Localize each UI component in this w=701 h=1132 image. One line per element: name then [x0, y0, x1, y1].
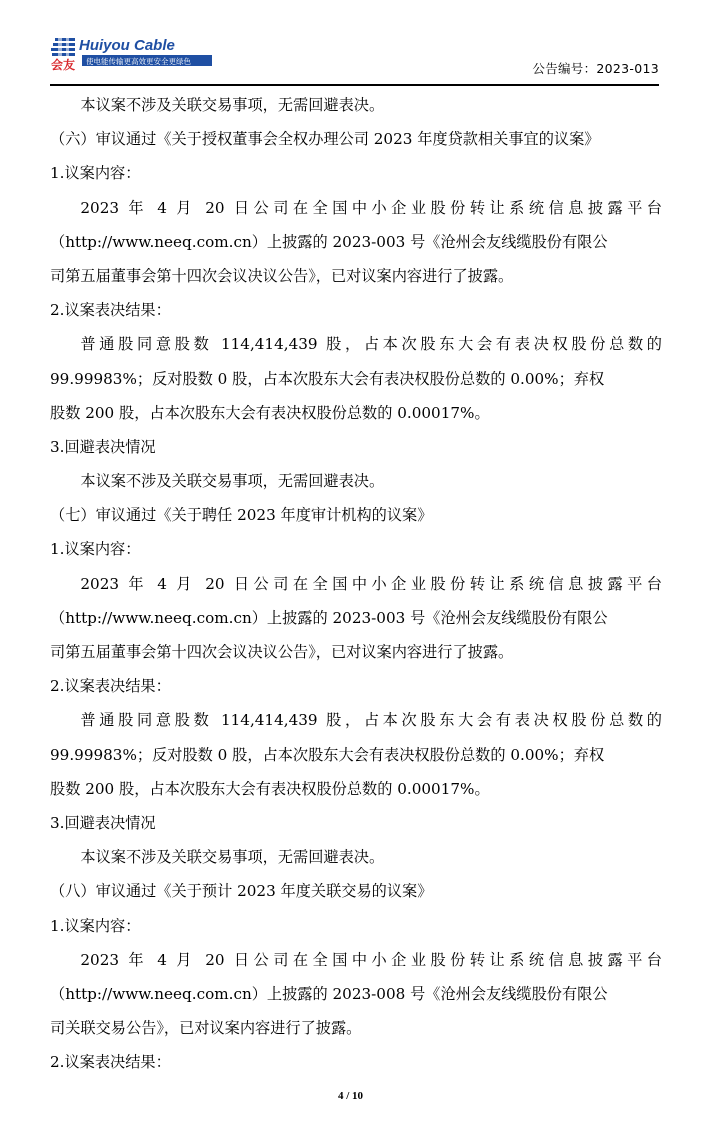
company-logo — [50, 36, 215, 72]
logo-mark-icon — [51, 38, 75, 56]
document-line: （http://www.neeq.com.cn）上披露的 2023-003 号《沧州会友线缆股份有限公 — [50, 232, 608, 251]
header-divider — [50, 84, 659, 86]
document-line: 股数 200 股，占本次股东大会有表决权股份总数的 0.00017%。 — [50, 403, 490, 422]
notice-number: 公告编号：2023-013 — [532, 61, 659, 76]
document-line: 99.99983%；反对股数 0 股，占本次股东大会有表决权股份总数的 0.00%；弃权 — [50, 745, 605, 764]
document-line: 1.议案内容： — [50, 540, 141, 559]
document-line: 2023 年 4 月 20 日公司在全国中小企业股份转让系统信息披露平台 — [80, 950, 662, 969]
document-line: 2.议案表决结果： — [50, 301, 171, 320]
document-line: （八）审议通过《关于预计 2023 年度关联交易的议案》 — [50, 882, 433, 901]
document-line: 2.议案表决结果： — [50, 677, 171, 696]
document-line: 本议案不涉及关联交易事项，无需回避表决。 — [80, 848, 385, 867]
document-line: 司第五届董事会第十四次会议决议公告》，已对议案内容进行了披露。 — [50, 643, 514, 661]
document-line: 2.议案表决结果： — [50, 1053, 171, 1072]
document-line: （六）审议通过《关于授权董事会全权办理公司 2023 年度贷款相关事宜的议案》 — [50, 130, 600, 149]
document-line: （七）审议通过《关于聘任 2023 年度审计机构的议案》 — [50, 506, 433, 525]
document-body — [50, 88, 662, 1079]
page-header — [0, 0, 701, 86]
document-line: 3.回避表决情况 — [50, 437, 156, 456]
document-line: 2023 年 4 月 20 日公司在全国中小企业股份转让系统信息披露平台 — [80, 198, 662, 217]
document-line: 本议案不涉及关联交易事项，无需回避表决。 — [80, 96, 385, 114]
document-line: 1.议案内容： — [50, 164, 141, 183]
document-line: （http://www.neeq.com.cn）上披露的 2023-003 号《沧州会友线缆股份有限公 — [50, 608, 608, 627]
document-line: 司关联交易公告》，已对议案内容进行了披露。 — [50, 1019, 362, 1038]
document-line: 本议案不涉及关联交易事项，无需回避表决。 — [80, 472, 385, 491]
document-line: 司第五届董事会第十四次会议决议公告》，已对议案内容进行了披露。 — [50, 266, 514, 285]
page-indicator: 4 / 10 — [337, 1090, 364, 1102]
document-line: 99.99983%；反对股数 0 股，占本次股东大会有表决权股份总数的 0.00%；弃权 — [50, 369, 605, 388]
logo-brand-text: Huiyou Cable — [79, 37, 175, 54]
document-line: 3.回避表决情况 — [50, 813, 156, 832]
document-line: 普通股同意股数 114,414,439 股，占本次股东大会有表决权股份总数的 — [80, 711, 662, 730]
document-line: 股数 200 股，占本次股东大会有表决权股份总数的 0.00017%。 — [50, 779, 490, 798]
logo-slogan-text: 使电能传输更高效更安全更绿色 — [86, 57, 191, 66]
document-line: 1.议案内容： — [50, 916, 141, 935]
document-line: 普通股同意股数 114,414,439 股，占本次股东大会有表决权股份总数的 — [80, 335, 662, 354]
document-line: （http://www.neeq.com.cn）上披露的 2023-008 号《沧州会友线缆股份有限公 — [50, 984, 608, 1003]
logo-cn-text: 会友 — [51, 58, 76, 72]
document-line: 2023 年 4 月 20 日公司在全国中小企业股份转让系统信息披露平台 — [80, 574, 662, 593]
